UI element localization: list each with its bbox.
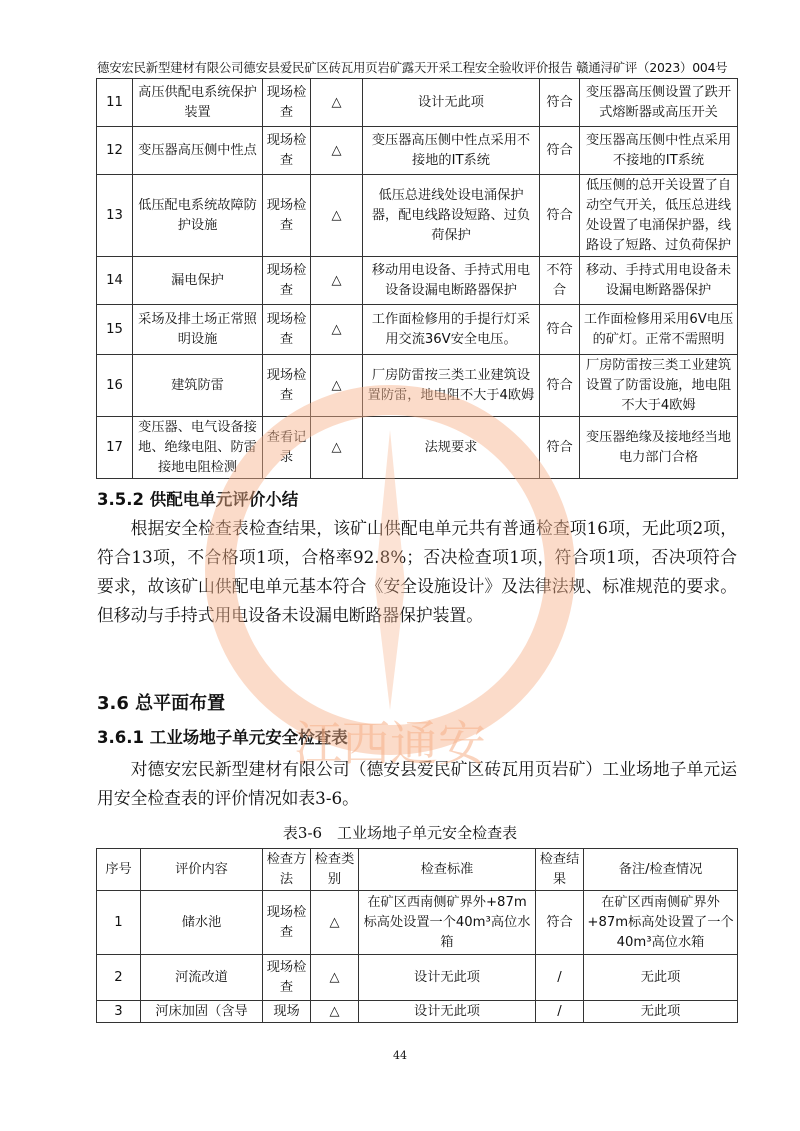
evaluation-item: 建筑防雷 (133, 355, 263, 417)
table-row (97, 305, 738, 355)
check-type: △ (311, 79, 363, 127)
check-standard: 设计无此项 (359, 1001, 536, 1023)
check-standard: 厂房防雷按三类工业建筑设置防雷，地电阻不大于4欧姆 (363, 355, 540, 417)
check-standard: 法规要求 (363, 417, 540, 479)
row-number: 16 (97, 355, 133, 417)
check-standard: 低压总进线处设电涌保护器，配电线路设短路、过负荷保护 (363, 175, 540, 257)
check-result: 符合 (536, 891, 584, 955)
row-number: 1 (97, 891, 141, 955)
check-remark: 低压侧的总开关设置了自动空气开关，低压总进线处设置了电涌保护器，线路设了短路、过负荷保护 (580, 175, 738, 257)
check-type: △ (311, 1001, 359, 1023)
evaluation-item: 变压器高压侧中性点 (133, 127, 263, 175)
check-type: △ (311, 175, 363, 257)
check-type: △ (311, 891, 359, 955)
check-method: 现场检查 (263, 127, 311, 175)
check-standard: 变压器高压侧中性点采用不接地的IT系统 (363, 127, 540, 175)
row-number: 11 (97, 79, 133, 127)
watermark-text: 江西通安 (293, 716, 487, 772)
table-row (97, 417, 738, 479)
check-result: / (536, 955, 584, 1001)
check-result: 符合 (540, 305, 580, 355)
section-heading-3-6-1: 3.6.1 工业场地子单元安全检查表 (97, 728, 348, 747)
check-remark: 在矿区西南侧矿界外+87m标高处设置了一个40m³高位水箱 (584, 891, 738, 955)
row-number: 13 (97, 175, 133, 257)
evaluation-item: 变压器、电气设备接地、绝缘电阻、防雷接地电阻检测 (133, 417, 263, 479)
check-type: △ (311, 955, 359, 1001)
evaluation-item: 储水池 (141, 891, 263, 955)
row-number: 14 (97, 257, 133, 305)
check-result: 符合 (540, 79, 580, 127)
check-type: △ (311, 355, 363, 417)
check-result: 不符合 (540, 257, 580, 305)
row-number: 2 (97, 955, 141, 1001)
check-standard: 设计无此项 (363, 79, 540, 127)
check-standard: 设计无此项 (359, 955, 536, 1001)
check-remark: 变压器高压侧中性点采用不接地的IT系统 (580, 127, 738, 175)
table-caption: 表3-6 工业场地子单元安全检查表 (282, 824, 518, 842)
power-supply-check-table (96, 78, 738, 479)
evaluation-item: 河流改道 (141, 955, 263, 1001)
table-row (97, 355, 738, 417)
column-header: 备注/检查情况 (584, 849, 738, 891)
page-number: 44 (393, 1049, 407, 1062)
check-result: / (536, 1001, 584, 1023)
check-remark: 变压器绝缘及接地经当地电力部门合格 (580, 417, 738, 479)
report-header: 德安宏民新型建材有限公司德安县爱民矿区砖瓦用页岩矿露天开采工程安全验收评价报告 赣通浔矿评（2023）004号 (97, 60, 728, 75)
evaluation-item: 高压供配电系统保护装置 (133, 79, 263, 127)
check-method: 现场检查 (263, 79, 311, 127)
check-method: 现场检查 (263, 257, 311, 305)
check-remark: 厂房防雷按三类工业建筑设置了防雷设施，地电阻不大于4欧姆 (580, 355, 738, 417)
check-remark: 移动、手持式用电设备未设漏电断路器保护 (580, 257, 738, 305)
check-type: △ (311, 257, 363, 305)
column-header: 检查类别 (311, 849, 359, 891)
check-method: 现场检查 (263, 891, 311, 955)
check-method: 现场检查 (263, 175, 311, 257)
check-standard: 移动用电设备、手持式用电设备设漏电断路器保护 (363, 257, 540, 305)
column-header: 检查方法 (263, 849, 311, 891)
row-number: 15 (97, 305, 133, 355)
check-type: △ (311, 417, 363, 479)
row-number: 12 (97, 127, 133, 175)
table-row (97, 127, 738, 175)
check-remark: 无此项 (584, 955, 738, 1001)
check-type: △ (311, 305, 363, 355)
check-method: 现场检查 (263, 955, 311, 1001)
column-header: 检查标准 (359, 849, 536, 891)
check-method: 查看记录 (263, 417, 311, 479)
body-paragraph: 根据安全检查表检查结果，该矿山供配电单元共有普通检查项16项，无此项2项，符合13项，不合格项1项，合格率92.8%；否决检查项1项，符合项1项，否决项符合要求，故该矿山供配电单元基本符合《安全设施设计》及法律法规、标准规范的要求。但移动与手持式用电设备未设漏电断路器保护装置。 (97, 518, 737, 625)
column-header: 序号 (97, 849, 141, 891)
section-heading-3-6: 3.6 总平面布置 (97, 693, 226, 714)
column-header: 检查结果 (536, 849, 584, 891)
check-remark: 无此项 (584, 1001, 738, 1023)
check-remark: 工作面检修用采用6V电压的矿灯。正常不需照明 (580, 305, 738, 355)
table-row (97, 891, 738, 955)
table-row (97, 175, 738, 257)
column-header: 评价内容 (141, 849, 263, 891)
table-row (97, 955, 738, 1001)
check-result: 符合 (540, 175, 580, 257)
check-method: 现场检查 (263, 355, 311, 417)
evaluation-item: 低压配电系统故障防护设施 (133, 175, 263, 257)
check-standard: 在矿区西南侧矿界外+87m标高处设置一个40m³高位水箱 (359, 891, 536, 955)
section-heading-3-5-2: 3.5.2 供配电单元评价小结 (97, 490, 299, 509)
check-result: 符合 (540, 355, 580, 417)
check-remark: 变压器高压侧设置了跌开式熔断器或高压开关 (580, 79, 738, 127)
table-row (97, 79, 738, 127)
check-type: △ (311, 127, 363, 175)
evaluation-item: 漏电保护 (133, 257, 263, 305)
evaluation-item: 河床加固（含导 (141, 1001, 263, 1023)
body-paragraph: 对德安宏民新型建材有限公司（德安县爱民矿区砖瓦用页岩矿）工业场地子单元运用安全检查表的评价情况如表3-6。 (97, 759, 737, 808)
row-number: 17 (97, 417, 133, 479)
table-row (97, 257, 738, 305)
check-method: 现场 (263, 1001, 311, 1023)
row-number: 3 (97, 1001, 141, 1023)
check-result: 符合 (540, 127, 580, 175)
industrial-site-check-table (96, 848, 738, 1023)
table-header-row (97, 849, 738, 891)
check-result: 符合 (540, 417, 580, 479)
check-method: 现场检查 (263, 305, 311, 355)
table-row (97, 1001, 738, 1023)
check-standard: 工作面检修用的手提行灯采用交流36V安全电压。 (363, 305, 540, 355)
evaluation-item: 采场及排土场正常照明设施 (133, 305, 263, 355)
